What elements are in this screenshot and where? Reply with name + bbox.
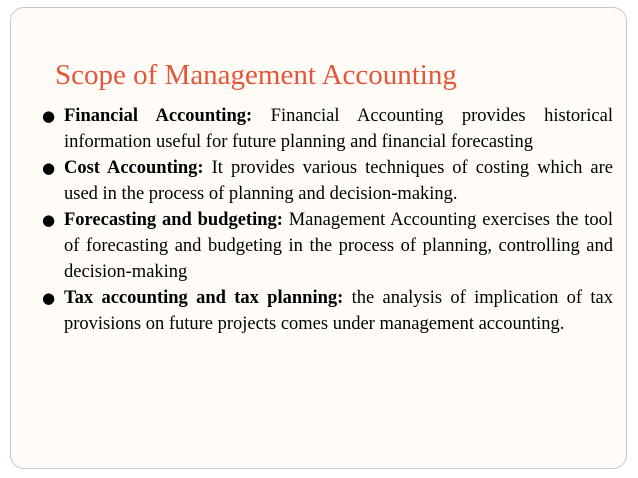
bullet-dot-icon: ● [42, 211, 56, 229]
bullet-term: Financial Accounting: [64, 106, 253, 126]
bullet-text: the analysis of implication of tax provisions on future projects comes under management accounting. [64, 288, 613, 334]
bullet-term: Tax accounting and tax planning: [64, 288, 344, 308]
bullet-dot-icon: ● [42, 159, 56, 177]
bullet-text: Management Accounting exercises the tool of forecasting and budgeting in the process of planning, controlling and decision-making [64, 210, 614, 282]
bullet-item-financial-accounting [42, 103, 613, 155]
slide-title: Scope of Management Accounting [55, 59, 457, 91]
slide-frame [10, 7, 627, 469]
bullet-dot-icon: ● [42, 289, 56, 307]
bullet-dot-icon: ● [42, 107, 56, 125]
bullet-term: Cost Accounting: [64, 158, 204, 178]
bullet-text: It provides various techniques of costing which are used in the process of planning and decision-making. [64, 158, 614, 204]
bullet-item-tax-accounting [42, 285, 613, 337]
bullet-item-cost-accounting [42, 155, 613, 207]
bullet-text: Financial Accounting provides historical information useful for future planning and financial forecasting [64, 106, 613, 152]
bullet-list [42, 103, 613, 337]
bullet-item-forecasting-budgeting [42, 207, 613, 285]
bullet-term: Forecasting and budgeting: [64, 210, 283, 230]
